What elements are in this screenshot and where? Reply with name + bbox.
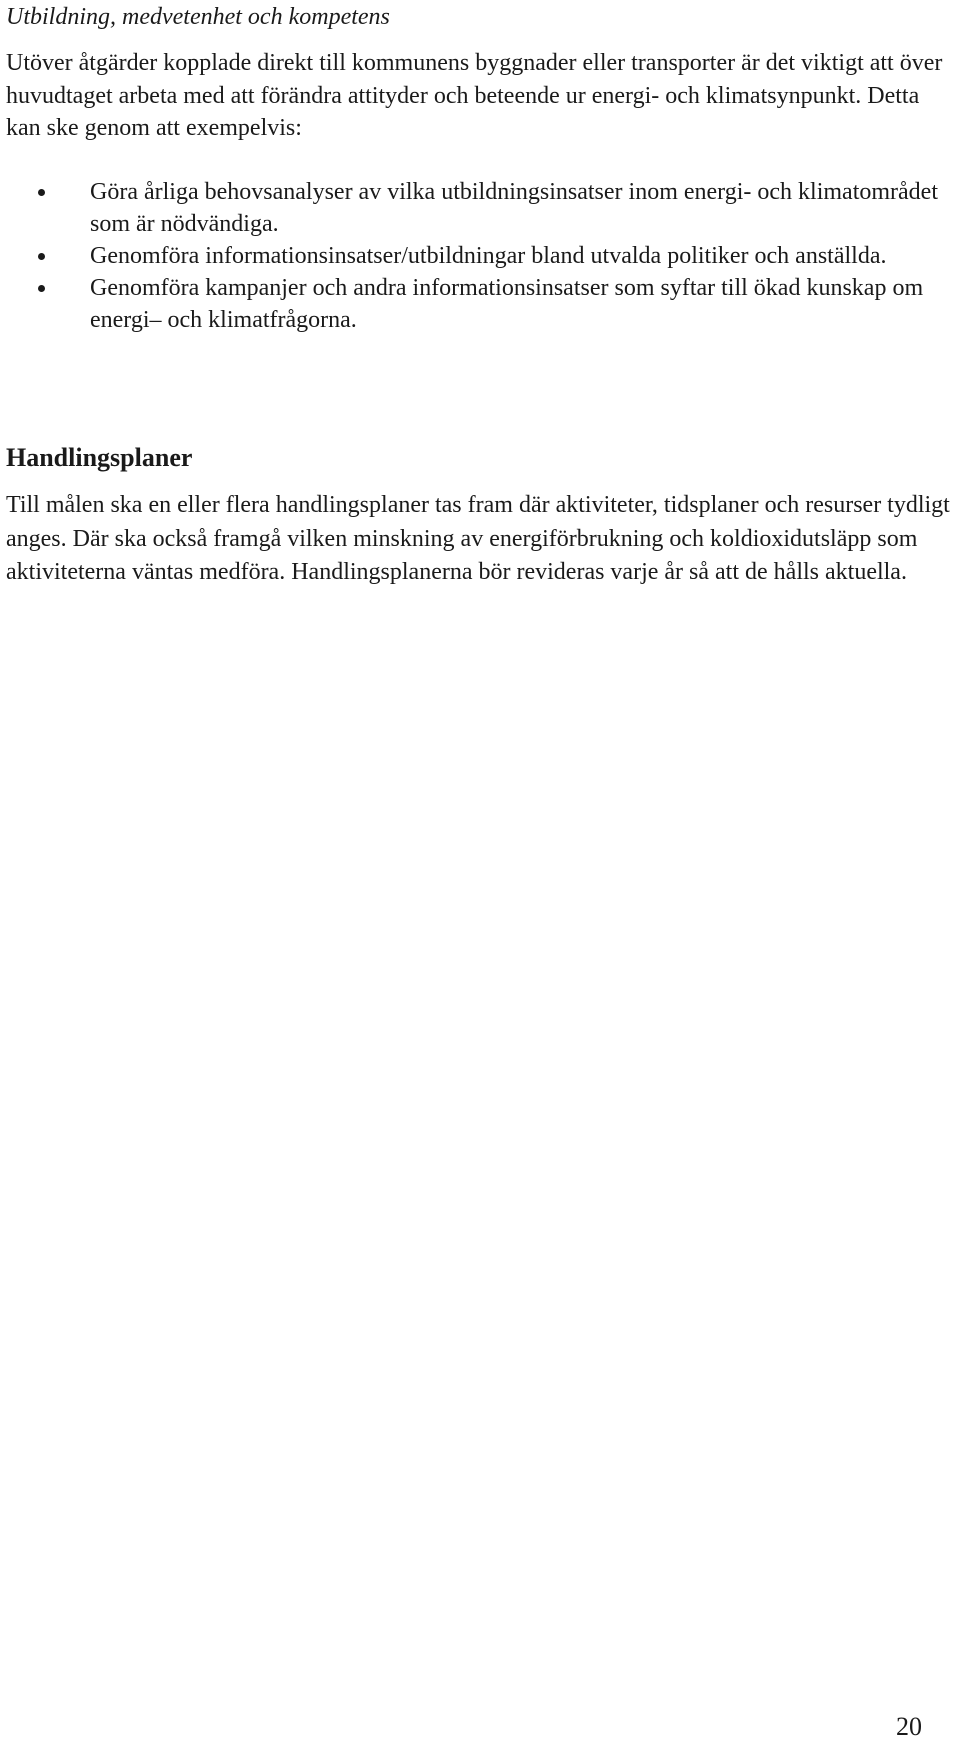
list-item-text: Genomföra informationsinsatser/utbildningar bland utvalda politiker och anställda.	[90, 243, 887, 269]
intro-paragraph: Utöver åtgärder kopplade direkt till kommunens byggnader eller transporter är det viktigt att över huvudtaget arbeta med att förändra attityder och beteende ur energi- och klimatsynpunkt. Detta kan ske genom att exempelvis:	[6, 50, 943, 141]
bullet-list	[6, 176, 956, 336]
bullet-icon	[38, 285, 45, 292]
list-item	[6, 240, 956, 272]
list-item	[6, 272, 956, 336]
list-item-text: Göra årliga behovsanalyser av vilka utbildningsinsatser inom energi- och klimatområdet som är nödvändiga.	[90, 179, 938, 237]
page-number: 20	[896, 1712, 922, 1741]
handlingsplaner-paragraph: Till målen ska en eller flera handlingsplaner tas fram där aktiviteter, tidsplaner och resurser tydligt anges. Där ska också framgå vilken minskning av energiförbrukning och koldioxidutsläpp som aktiviteterna väntas medföra. Handlingsplanerna bör revideras varje år så att de hålls aktuella.	[6, 492, 950, 585]
list-item	[6, 176, 956, 240]
handlingsplaner-heading: Handlingsplaner	[6, 443, 193, 472]
list-item-text: Genomföra kampanjer och andra informationsinsatser som syftar till ökad kunskap om energi– och klimatfrågorna.	[90, 275, 924, 333]
section-heading: Utbildning, medvetenhet och kompetens	[6, 4, 390, 30]
bullet-icon	[38, 189, 45, 196]
bullet-icon	[38, 253, 45, 260]
